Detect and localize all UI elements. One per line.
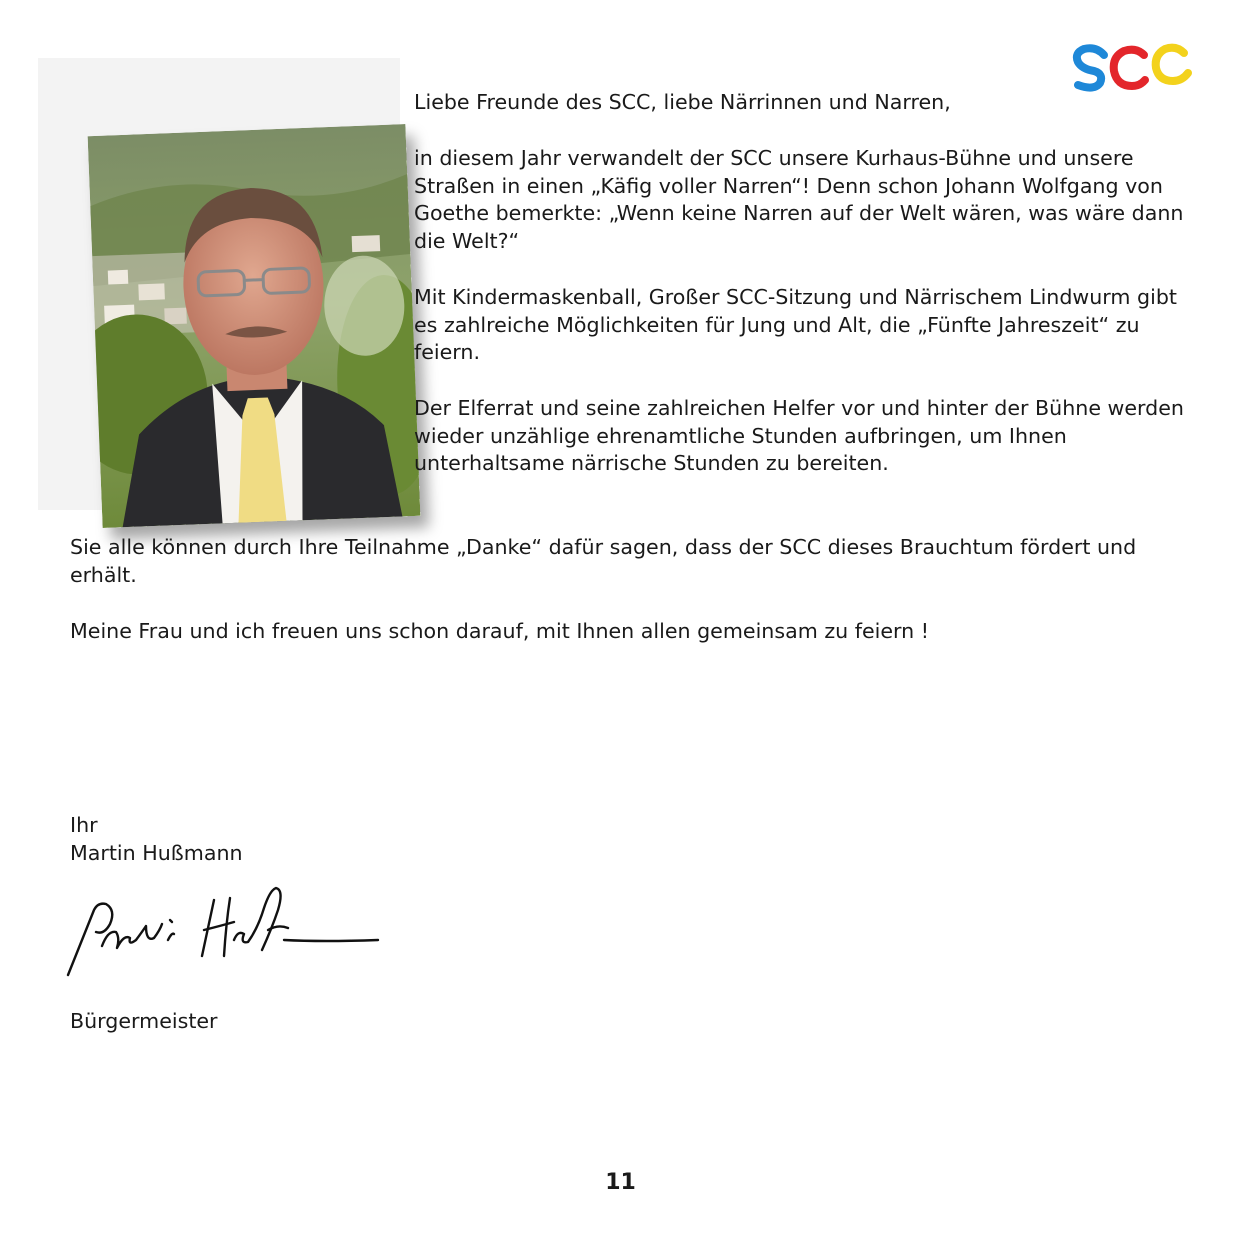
scc-logo-mark — [1068, 40, 1196, 94]
handwritten-signature — [62, 880, 387, 980]
portrait-photo — [88, 124, 421, 528]
letter-paragraph: Meine Frau und ich freuen uns schon darauf, mit Ihnen allen gemeinsam zu feiern ! — [70, 619, 929, 643]
signer-name: Martin Hußmann — [70, 841, 243, 865]
letter-closing: Ihr — [70, 813, 98, 837]
letter-paragraph: in diesem Jahr verwandelt der SCC unsere Kurhaus-Bühne und unsere Straßen in einen „Käfig voller Narren“! Denn schon Johann Wolfgang von Goethe bemerkte: „Wenn keine Narren auf der Welt wären, was wäre dann die Welt?“ — [414, 146, 1184, 254]
scc-logo — [1068, 40, 1196, 94]
portrait-photo-image — [88, 124, 421, 528]
letter-greeting: Liebe Freunde des SCC, liebe Närrinnen und Narren, — [414, 90, 951, 114]
letter-paragraph: Mit Kindermaskenball, Großer SCC-Sitzung und Närrischem Lindwurm gibt es zahlreiche Möglichkeiten für Jung und Alt, die „Fünfte Jahreszeit“ zu feiern. — [414, 285, 1177, 365]
letter-paragraph: Sie alle können durch Ihre Teilnahme „Danke“ dafür sagen, dass der SCC dieses Brauchtum fördert und erhält. — [70, 535, 1137, 587]
page-number: 11 — [605, 1170, 636, 1195]
letter-paragraph: Der Elferrat und seine zahlreichen Helfer vor und hinter der Bühne werden wieder unzählige ehrenamtliche Stunden aufbringen, um Ihnen unterhaltsame närrische Stunden zu bereiten. — [414, 396, 1184, 476]
signer-title: Bürgermeister — [70, 1009, 218, 1033]
portrait-photo-frame — [38, 58, 400, 510]
signature-drawing — [62, 880, 387, 980]
